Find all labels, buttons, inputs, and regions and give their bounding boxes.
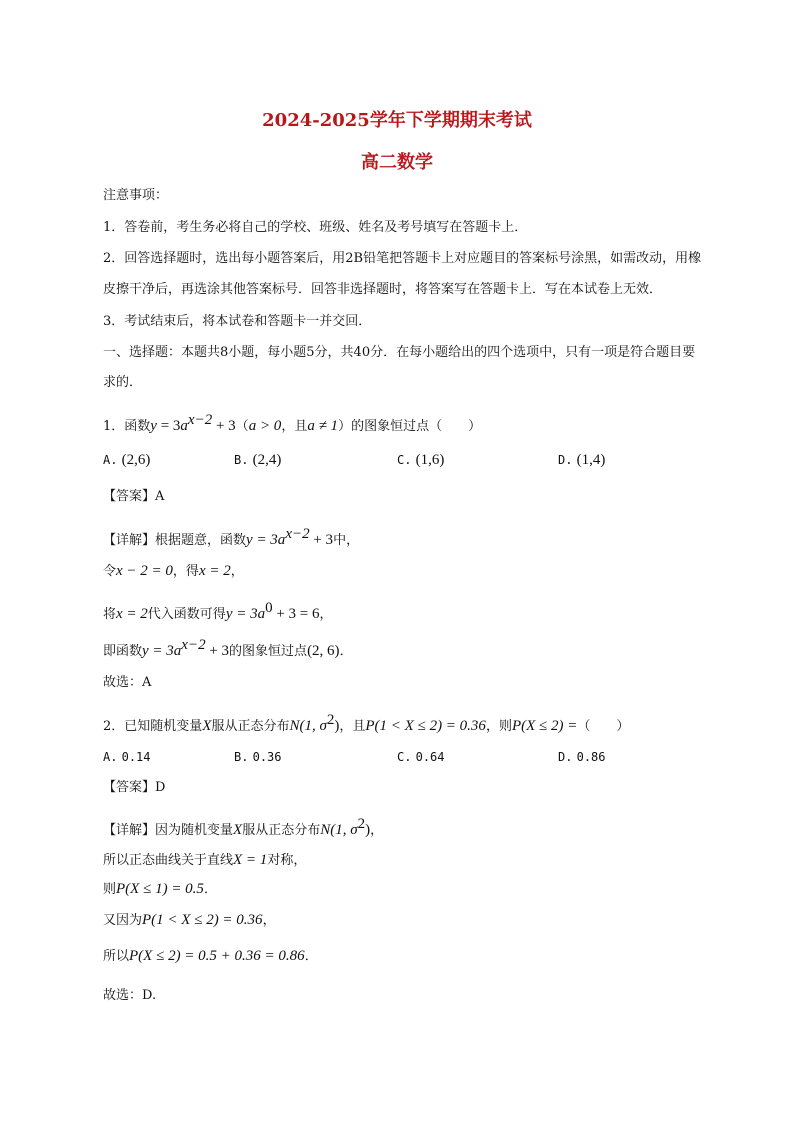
q2-detail-line-5: 所以P(X ≤ 2) = 0.5 + 0.36 = 0.86． bbox=[103, 948, 318, 964]
q2-detail-line-3: 则P(X ≤ 1) = 0.5． bbox=[103, 881, 217, 897]
q1-cond-open: （ bbox=[235, 419, 249, 434]
q1-detail-line-3: 将x = 2代入函数可得$y = 3a^0 + 3 = 6$， bbox=[103, 600, 333, 622]
q1-formula-lhs: y bbox=[150, 418, 157, 434]
notes-item-2-line-2: 皮擦干净后，再选涂其他答案标号．回答非选择题时，将答案写在答题卡上．写在本试卷上无效． bbox=[103, 282, 663, 297]
notes-item-2-line-1: 2．回答选择题时，选出每小题答案后，用2B铅笔把答题卡上对应题目的答案标号涂黑，如需改动，用橡 bbox=[103, 251, 702, 266]
q2-detail-line-2: 所以正态曲线关于直线X = 1对称， bbox=[103, 852, 307, 868]
q1-choose: 故选：A bbox=[103, 675, 152, 690]
q2-detail-line-4: 又因为P(1 < X ≤ 2) = 0.36， bbox=[103, 912, 276, 928]
question-1-number: 1．函数 bbox=[103, 419, 151, 434]
q1-detail-line-1: 【详解】根据题意，函数$y = 3a^{x-2} + 3$中， bbox=[103, 526, 360, 548]
q1-formula-tail: + 3 bbox=[212, 418, 236, 434]
question-1-stem bbox=[103, 410, 481, 437]
q2-option-d: D. 0.86 bbox=[558, 750, 606, 764]
section-1-intro-line-1: 一、选择题：本题共8小题，每小题5分，共40分．在每小题给出的四个选项中，只有一项是符合题目要 bbox=[103, 345, 696, 360]
section-1-intro-line-2: 求的． bbox=[103, 375, 143, 390]
q1-answer: 【答案】A bbox=[103, 489, 165, 504]
notes-item-3: 3．考试结束后，将本试卷和答题卡一并交回． bbox=[103, 314, 372, 329]
q1-condition-2: a ≠ 1 bbox=[307, 418, 339, 434]
q1-option-b: B. (2,4) bbox=[234, 452, 282, 468]
q2-option-b: B. 0.36 bbox=[234, 750, 282, 764]
exam-subtitle: 高二数学 bbox=[361, 152, 433, 173]
q2-option-a: A. 0.14 bbox=[103, 750, 151, 764]
notes-item-1: 1．答卷前，考生务必将自己的学校、班级、姓名及考号填写在答题卡上． bbox=[103, 220, 528, 235]
q1-option-d: D. (1,4) bbox=[558, 452, 606, 468]
q1-detail-line-2: 令x − 2 = 0，得x = 2， bbox=[103, 563, 244, 579]
notes-heading: 注意事项： bbox=[103, 188, 169, 203]
q2-option-c: C. 0.64 bbox=[397, 750, 445, 764]
q1-formula-exponent: x−2 bbox=[187, 412, 213, 428]
q2-answer: 【答案】D bbox=[103, 780, 166, 795]
exam-title: 2024-2025学年下学期期末考试 bbox=[262, 110, 532, 131]
q1-option-a: A. (2,6) bbox=[103, 452, 151, 468]
q1-stem-tail: ）的图象恒过点（ ） bbox=[338, 419, 482, 434]
q1-formula-base: a bbox=[180, 418, 188, 434]
q1-cond-mid: ，且 bbox=[281, 419, 308, 434]
q1-detail-line-4: 即函数$y = 3a^{x-2} + 3$的图象恒过点(2, 6)． bbox=[103, 637, 353, 659]
q2-detail-line-1: 【详解】因为随机变量X服从正态分布N(1, $\sigma^2$)， bbox=[103, 816, 384, 838]
question-2-stem: 2．已知随机变量X服从正态分布N(1, $\sigma^2$)，且P(1 < X ≤ 2) = 0.36，则P(X ≤ 2) =（ ） bbox=[103, 712, 630, 734]
q1-option-c: C. (1,6) bbox=[397, 452, 445, 468]
q1-formula-eq: = 3 bbox=[156, 418, 181, 434]
q2-choose: 故选：D. bbox=[103, 988, 157, 1003]
q1-condition-1: a > 0 bbox=[248, 418, 282, 434]
